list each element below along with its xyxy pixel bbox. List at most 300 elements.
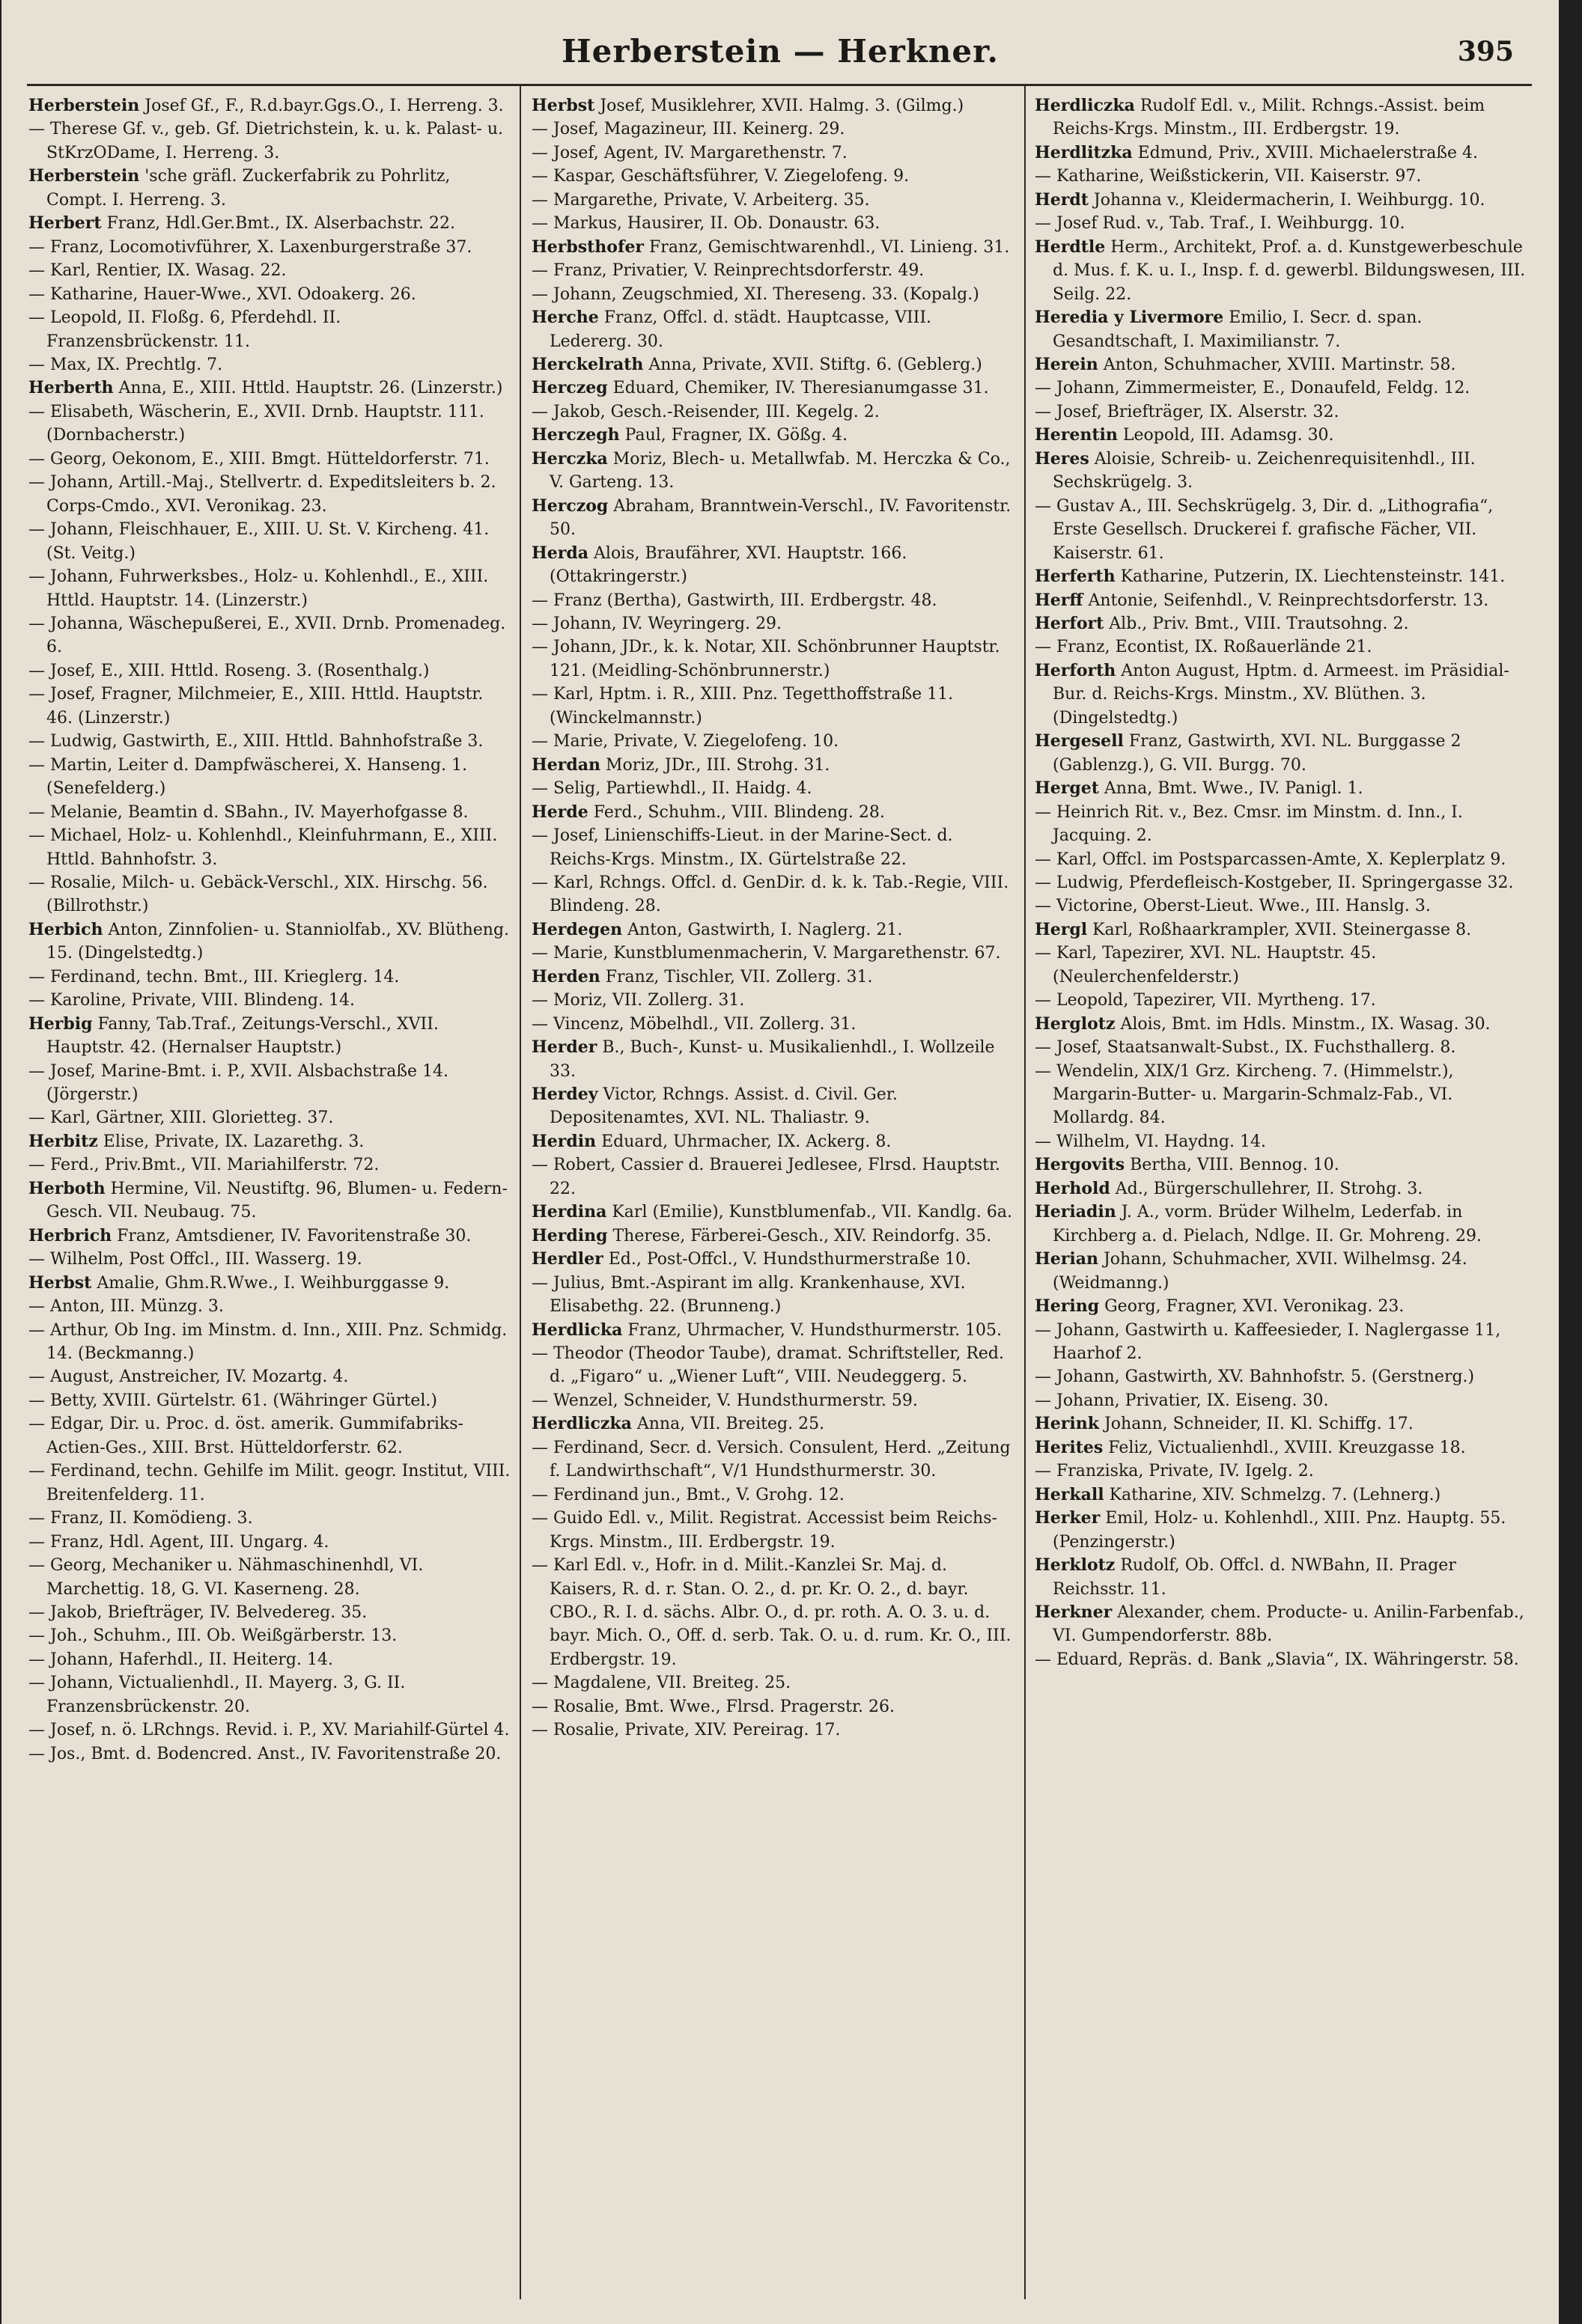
entry-text: Anton August, Hptm. d. Armeest. im Präsidial-Bur. d. Reichs-Krgs. Minstm., XV. Blüthen. 3. (Dingelstedtg.) xyxy=(1053,661,1509,728)
entry-text: — Leopold, II. Floßg. 6, Pferdehdl. II. Franzensbrückenstr. 11. xyxy=(28,308,341,351)
column-1 xyxy=(28,94,511,2306)
directory-entry xyxy=(28,400,511,448)
directory-entry xyxy=(28,918,511,966)
directory-entry xyxy=(1035,1648,1527,1671)
directory-entry xyxy=(532,118,1017,141)
directory-entry xyxy=(1035,165,1527,188)
directory-entry xyxy=(532,259,1017,282)
directory-entry xyxy=(1035,1365,1527,1388)
entry-text: — Karl, Tapezirer, XVI. NL. Hauptstr. 45. (Neulerchenfelderstr.) xyxy=(1035,944,1377,986)
entry-text: Franz, Offcl. d. städt. Hauptcasse, VIII. Ledererg. 30. xyxy=(550,308,932,351)
directory-entry xyxy=(532,212,1017,235)
directory-entry xyxy=(532,236,1017,259)
directory-entry xyxy=(532,1436,1017,1483)
entry-text: Franz, Uhrmacher, V. Hundsthurmerstr. 105. xyxy=(627,1320,1003,1340)
entry-text: — Martin, Leiter d. Dampfwäscherei, X. Hanseng. 1. (Senefelderg.) xyxy=(28,755,468,799)
entry-text: 'sche gräfl. Zuckerfabrik zu Pohrlitz, Compt. I. Herreng. 3. xyxy=(46,167,451,210)
directory-entry xyxy=(532,306,1017,353)
entry-text: — Georg, Oekonom, E., XIII. Bmgt. Hütteldorferstr. 71. xyxy=(28,449,490,469)
directory-entry xyxy=(532,1671,1017,1695)
directory-entry xyxy=(532,165,1017,188)
entry-text: — Ludwig, Pferdefleisch-Kostgeber, II. Springergasse 32. xyxy=(1035,873,1514,892)
directory-entry xyxy=(532,1130,1017,1153)
entry-surname: Herden xyxy=(532,966,600,986)
entry-text: — Moriz, VII. Zollerg. 31. xyxy=(532,991,745,1010)
entry-surname: Herdin xyxy=(532,1131,597,1151)
entry-text: — Johann, Victualienhdl., II. Mayerg. 3, G. II. Franzensbrückenstr. 20. xyxy=(28,1674,406,1716)
directory-entry xyxy=(1035,189,1527,212)
entry-surname: Herdegen xyxy=(532,919,623,939)
directory-entry xyxy=(532,824,1017,871)
entry-surname: Hering xyxy=(1035,1296,1100,1317)
column-2 xyxy=(532,94,1017,2306)
entry-text: Herm., Architekt, Prof. a. d. Kunstgewerbeschule d. Mus. f. K. u. I., Insp. f. d. gewerbl. Bildungswesen, III. Seilg. 22. xyxy=(1053,237,1526,304)
entry-text: — Johanna, Wäschepußerei, E., XVII. Drnb. Promenadeg. 6. xyxy=(28,614,506,657)
entry-text: Ad., Bürgerschullehrer, II. Strohg. 3. xyxy=(1115,1179,1423,1198)
entry-surname: Herfort xyxy=(1035,613,1104,633)
entry-text: — Josef, E., XIII. Httld. Roseng. 3. (Rosenthalg.) xyxy=(28,661,430,680)
entry-surname: Heres xyxy=(1035,448,1089,469)
directory-entry xyxy=(532,448,1017,495)
directory-entry xyxy=(532,1507,1017,1554)
directory-entry xyxy=(28,1648,511,1671)
entry-text: — Wilhelm, VI. Haydng. 14. xyxy=(1035,1132,1266,1151)
entry-surname: Herian xyxy=(1035,1249,1098,1269)
column-divider-left xyxy=(520,84,521,2299)
directory-entry xyxy=(28,94,511,118)
entry-text: — Johann, Gastwirth u. Kaffeesieder, I. Naglergasse 11, Haarhof 2. xyxy=(1035,1320,1501,1364)
entry-surname: Herff xyxy=(1035,590,1083,610)
entry-text: — Franz, Econtist, IX. Roßauerlände 21. xyxy=(1035,638,1372,657)
entry-text: Moriz, JDr., III. Strohg. 31. xyxy=(606,755,830,775)
entry-text: — Theodor (Theodor Taube), dramat. Schriftsteller, Red. d. „Figaro“ u. „Wiener Luft“, VIII. Neudeggerg. 5. xyxy=(532,1344,1004,1387)
entry-text: Abraham, Branntwein-Verschl., IV. Favoritenstr. 50. xyxy=(550,496,1011,540)
entry-text: Franz, Gemischtwarenhdl., VI. Linieng. 31. xyxy=(649,237,1010,257)
entry-surname: Herberstein xyxy=(28,166,140,186)
directory-entry xyxy=(1035,1507,1527,1554)
directory-entry xyxy=(1035,989,1527,1012)
directory-entry xyxy=(532,612,1017,635)
directory-entry xyxy=(532,683,1017,730)
entry-text: Anton, Zinnfolien- u. Stanniolfab., XV. Blütheng. 15. (Dingelstedtg.) xyxy=(46,920,510,963)
directory-entry xyxy=(532,1201,1017,1224)
directory-entry xyxy=(28,683,511,730)
entry-surname: Herhold xyxy=(1035,1178,1110,1198)
entry-text: Amalie, Ghm.R.Wwe., I. Weihburggasse 9. xyxy=(97,1273,450,1293)
directory-entry xyxy=(1035,1483,1527,1507)
entry-text: Therese, Färberei-Gesch., XIV. Reindorfg. 35. xyxy=(612,1226,992,1245)
entry-text: Josef Gf., F., R.d.bayr.Ggs.O., I. Herreng. 3. xyxy=(144,97,504,115)
page-title: Herberstein — Herkner. xyxy=(561,33,1000,70)
entry-text: Katharine, Putzerin, IX. Liechtensteinstr. 141. xyxy=(1120,567,1506,587)
entry-text: — Franz, Hdl. Agent, III. Ungarg. 4. xyxy=(28,1532,329,1552)
directory-entry xyxy=(28,1531,511,1554)
entry-surname: Herdey xyxy=(532,1085,598,1105)
entry-surname: Herda xyxy=(532,543,589,563)
directory-entry xyxy=(28,1412,511,1460)
entry-text: Anna, Private, XVII. Stiftg. 6. (Geblerg.) xyxy=(648,355,982,374)
entry-text: Ferd., Schuhm., VIII. Blindeng. 28. xyxy=(593,802,885,822)
entry-text: Franz, Gastwirth, XVI. NL. Burggasse 2 (Gablenzg.), G. VII. Burgg. 70. xyxy=(1053,732,1461,775)
entry-text: — Karl Edl. v., Hofr. in d. Milit.-Kanzlei Sr. Maj. d. Kaisers, R. d. r. Stan. O. 2., d. pr. Kr. O. 2., d. bayr. CBO., R. I. d. sächs. Albr. O., d. pr. roth. A. O. 3. u. d. bayr. Mich. O., Off. d. serb. Tak. O. u. d. rum. Kr. O., III. Erdbergstr. 19. xyxy=(532,1556,1011,1669)
entry-text: — Leopold, Tapezirer, VII. Myrtheng. 17. xyxy=(1035,991,1376,1010)
directory-entry xyxy=(532,635,1017,683)
entry-text: Emilio, I. Secr. d. span. Gesandtschaft, I. Maximilianstr. 7. xyxy=(1053,308,1423,351)
entry-text: — Franz, Privatier, V. Reinprechtsdorferstr. 49. xyxy=(532,261,925,281)
entry-text: — Jakob, Gesch.-Reisender, III. Kegelg. 2. xyxy=(532,402,880,421)
directory-entry xyxy=(28,471,511,518)
directory-entry xyxy=(1035,1319,1527,1366)
directory-entry xyxy=(28,1507,511,1530)
directory-entry xyxy=(1035,1060,1527,1130)
directory-entry xyxy=(28,1153,511,1177)
entry-text: — Vincenz, Möbelhdl., VII. Zollerg. 31. xyxy=(532,1014,857,1034)
entry-text: — Josef, Linienschiffs-Lieut. in der Marine-Sect. d. Reichs-Krgs. Minstm., IX. Gürtelstraße 22. xyxy=(532,826,953,869)
entry-text: — Selig, Partiewhdl., II. Haidg. 4. xyxy=(532,779,812,799)
directory-entry xyxy=(1035,212,1527,235)
entry-surname: Herkall xyxy=(1035,1484,1104,1504)
directory-entry xyxy=(28,966,511,989)
entry-text: — Gustav A., III. Sechskrügelg. 3, Dir. d. „Lithografia“, Erste Gesellsch. Druckerei f. grafische Fächer, VII. Kaiserstr. 61. xyxy=(1035,496,1494,563)
directory-entry xyxy=(1035,848,1527,871)
entry-text: Moriz, Blech- u. Metallwfab. M. Herczka & Co., V. Garteng. 13. xyxy=(550,449,1011,492)
entry-text: Aloisie, Schreib- u. Zeichenrequisitenhdl., III. Sechskrügelg. 3. xyxy=(1053,449,1476,492)
entry-text: Eduard, Uhrmacher, IX. Ackerg. 8. xyxy=(601,1132,892,1151)
directory-entry xyxy=(532,1248,1017,1271)
directory-entry xyxy=(28,212,511,235)
entry-text: — Josef, Magazineur, III. Keinerg. 29. xyxy=(532,120,845,139)
entry-text: — Franz, II. Komödieng. 3. xyxy=(28,1509,253,1528)
directory-entry xyxy=(28,376,511,400)
directory-entry xyxy=(1035,1130,1527,1153)
entry-surname: Herdliczka xyxy=(1035,96,1135,115)
directory-entry xyxy=(1035,236,1527,306)
entry-text: Franz, Hdl.Ger.Bmt., IX. Alserbachstr. 22. xyxy=(106,214,455,234)
entry-surname: Herder xyxy=(532,1037,597,1058)
entry-surname: Herforth xyxy=(1035,660,1116,680)
entry-text: Anna, E., XIII. Httld. Hauptstr. 26. (Linzerstr.) xyxy=(118,379,503,398)
entry-text: — Julius, Bmt.-Aspirant im allg. Krankenhause, XVI. Elisabethg. 22. (Brunneng.) xyxy=(532,1273,966,1317)
directory-entry xyxy=(532,424,1017,447)
entry-text: Emil, Holz- u. Kohlenhdl., XIII. Pnz. Hauptg. 55. (Penzingerstr.) xyxy=(1053,1509,1506,1552)
entry-text: Johann, Schuhmacher, XVII. Wilhelmsg. 24. (Weidmanng.) xyxy=(1053,1250,1467,1293)
directory-entry xyxy=(1035,353,1527,376)
entry-text: — Wenzel, Schneider, V. Hundsthurmerstr. 59. xyxy=(532,1391,918,1410)
entry-text: — Johann, Privatier, IX. Eiseng. 30. xyxy=(1035,1391,1329,1410)
entry-surname: Herbig xyxy=(28,1013,93,1034)
entry-text: Alb., Priv. Bmt., VIII. Trautsohng. 2. xyxy=(1109,614,1409,633)
entry-surname: Herbrich xyxy=(28,1225,112,1245)
entry-surname: Herklotz xyxy=(1035,1555,1116,1576)
entry-surname: Herker xyxy=(1035,1508,1101,1528)
entry-text: — Arthur, Ob Ing. im Minstm. d. Inn., XIII. Pnz. Schmidg. 14. (Beckmanng.) xyxy=(28,1320,508,1364)
entry-text: — Eduard, Repräs. d. Bank „Slavia“, IX. Währingerstr. 58. xyxy=(1035,1650,1519,1669)
entry-surname: Herczka xyxy=(532,448,608,469)
entry-surname: Herbert xyxy=(28,213,102,234)
entry-text: — Johann, Fleischhauer, E., XIII. U. St. V. Kircheng. 41. (St. Veitg.) xyxy=(28,520,490,563)
entry-surname: Heredia y Livermore xyxy=(1035,308,1224,328)
entry-text: — Ferdinand, techn. Bmt., III. Krieglerg. 14. xyxy=(28,967,400,986)
directory-entry xyxy=(532,871,1017,918)
entry-text: — Karl, Gärtner, XIII. Glorietteg. 37. xyxy=(28,1108,334,1128)
page-header xyxy=(1,33,1559,78)
directory-entry xyxy=(28,565,511,612)
entry-text: Alois, Bmt. im Hdls. Minstm., IX. Wasag. 30. xyxy=(1120,1014,1491,1034)
directory-entry xyxy=(28,448,511,471)
entry-surname: Herdlicka xyxy=(532,1320,623,1340)
entry-text: — Magdalene, VII. Breiteg. 25. xyxy=(532,1674,791,1693)
entry-text: Antonie, Seifenhdl., V. Reinprechtsdorferstr. 13. xyxy=(1088,591,1489,610)
directory-entry xyxy=(28,1106,511,1129)
directory-entry xyxy=(1035,306,1527,353)
directory-entry xyxy=(1035,1013,1527,1036)
page-number: 395 xyxy=(1457,36,1514,67)
directory-entry xyxy=(1035,942,1527,989)
entry-text: — Rosalie, Milch- u. Gebäck-Verschl., XIX. Hirschg. 56. (Billrothstr.) xyxy=(28,873,488,916)
entry-text: B., Buch-, Kunst- u. Musikalienhdl., I. Wollzeile 33. xyxy=(550,1038,995,1081)
entry-text: — Elisabeth, Wäscherin, E., XVII. Drnb. Hauptstr. 111. (Dornbacherstr.) xyxy=(28,402,484,445)
directory-entry xyxy=(532,353,1017,376)
entry-text: — Johann, Fuhrwerksbes., Holz- u. Kohlenhdl., E., XIII. Httld. Hauptstr. 14. (Linzerstr.) xyxy=(28,567,489,610)
entry-text: — Franz (Bertha), Gastwirth, III. Erdbergstr. 48. xyxy=(532,591,937,610)
directory-entry xyxy=(532,1224,1017,1248)
directory-entry xyxy=(1035,1201,1527,1248)
entry-text: Anton, Schuhmacher, XVIII. Martinstr. 58. xyxy=(1103,355,1456,374)
directory-entry xyxy=(532,189,1017,212)
entry-text: Hermine, Vil. Neustiftg. 96, Blumen- u. Federn-Gesch. VII. Neubaug. 75. xyxy=(46,1179,508,1222)
entry-text: — Rosalie, Bmt. Wwe., Flrsd. Pragerstr. 26. xyxy=(532,1697,895,1716)
directory-entry xyxy=(1035,1389,1527,1412)
directory-entry xyxy=(1035,376,1527,400)
entry-surname: Herdliczka xyxy=(532,1414,632,1434)
entry-text: Franz, Tischler, VII. Zollerg. 31. xyxy=(605,967,873,986)
entry-text: Leopold, III. Adamsg. 30. xyxy=(1122,426,1334,445)
entry-text: — Karl, Rentier, IX. Wasag. 22. xyxy=(28,261,287,281)
directory-entry xyxy=(28,306,511,353)
entry-text: — Victorine, Oberst-Lieut. Wwe., III. Hanslg. 3. xyxy=(1035,897,1431,916)
entry-text: Paul, Fragner, IX. Gößg. 4. xyxy=(624,426,848,445)
entry-text: — Ferdinand, techn. Gehilfe im Milit. geogr. Institut, VIII. Breitenfelderg. 11. xyxy=(28,1462,511,1504)
directory-entry xyxy=(532,1412,1017,1436)
entry-text: Rudolf Edl. v., Milit. Rchngs.-Assist. beim Reichs-Krgs. Minstm., III. Erdbergstr. 19. xyxy=(1053,97,1485,139)
entry-surname: Herdlitzka xyxy=(1035,142,1133,162)
entry-text: J. A., vorm. Brüder Wilhelm, Lederfab. in Kirchberg a. d. Pielach, Ndlge. II. Gr. Mohreng. 29. xyxy=(1053,1203,1482,1245)
entry-text: — Therese Gf. v., geb. Gf. Dietrichstein, k. u. k. Palast- u. StKrzODame, I. Herreng. 3. xyxy=(28,120,504,162)
directory-entry xyxy=(28,1601,511,1624)
entry-surname: Herde xyxy=(532,802,588,822)
directory-entry xyxy=(28,1060,511,1107)
entry-text: — Josef, Fragner, Milchmeier, E., XIII. Httld. Hauptstr. 46. (Linzerstr.) xyxy=(28,685,484,728)
entry-surname: Herczegh xyxy=(532,425,620,445)
directory-entry xyxy=(532,942,1017,965)
entry-text: — August, Anstreicher, IV. Mozartg. 4. xyxy=(28,1367,349,1387)
directory-entry xyxy=(1035,659,1527,730)
directory-entry xyxy=(1035,1248,1527,1295)
directory-entry xyxy=(532,1695,1017,1718)
directory-entry xyxy=(28,659,511,683)
directory-entry xyxy=(1035,894,1527,918)
entry-surname: Herdina xyxy=(532,1202,607,1222)
entry-text: — Rosalie, Private, XIV. Pereirag. 17. xyxy=(532,1721,841,1740)
entry-surname: Herbst xyxy=(532,96,595,115)
entry-text: — Wendelin, XIX/1 Grz. Kircheng. 7. (Himmelstr.), Margarin-Butter- u. Margarin-Schmalz-Fab., VI. Mollardg. 84. xyxy=(1035,1061,1454,1128)
directory-entry xyxy=(28,1130,511,1153)
directory-page xyxy=(1,0,1559,2324)
directory-entry xyxy=(28,1718,511,1742)
directory-entry xyxy=(28,165,511,212)
directory-entry xyxy=(1035,400,1527,424)
entry-text: — Johann, Zeugschmied, XI. Thereseng. 33. (Kopalg.) xyxy=(532,284,979,304)
column-3 xyxy=(1035,94,1527,2306)
directory-entry xyxy=(28,754,511,801)
entry-text: Anton, Gastwirth, I. Naglerg. 21. xyxy=(627,920,903,939)
entry-text: — Karoline, Private, VIII. Blindeng. 14. xyxy=(28,991,355,1010)
entry-text: — Johann, Haferhdl., II. Heiterg. 14. xyxy=(28,1650,333,1669)
directory-entry xyxy=(532,1319,1017,1342)
directory-entry xyxy=(1035,141,1527,165)
entry-surname: Herentin xyxy=(1035,425,1118,445)
directory-entry xyxy=(1035,612,1527,635)
entry-text: — Katharine, Hauer-Wwe., XVI. Odoakerg. 26. xyxy=(28,284,416,304)
entry-text: Anna, Bmt. Wwe., IV. Panigl. 1. xyxy=(1104,779,1363,799)
entry-text: — Margarethe, Private, V. Arbeiterg. 35. xyxy=(532,190,870,210)
entry-text: — Franziska, Private, IV. Igelg. 2. xyxy=(1035,1462,1314,1481)
entry-text: Victor, Rchngs. Assist. d. Civil. Ger. Depositenamtes, XVI. NL. Thaliastr. 9. xyxy=(550,1085,898,1128)
entry-text: — Marie, Kunstblumenmacherin, V. Margarethenstr. 67. xyxy=(532,944,1001,963)
directory-entry xyxy=(28,730,511,753)
directory-entry xyxy=(28,1319,511,1366)
entry-text: — Ludwig, Gastwirth, E., XIII. Httld. Bahnhofstraße 3. xyxy=(28,732,484,751)
entry-text: Ed., Post-Offcl., V. Hundsthurmerstraße 10. xyxy=(608,1250,972,1269)
entry-text: — Joh., Schuhm., III. Ob. Weißgärberstr. 13. xyxy=(28,1626,398,1646)
entry-text: — Edgar, Dir. u. Proc. d. öst. amerik. Gummifabriks-Actien-Ges., XIII. Brst. Hütteldorferstr. 62. xyxy=(28,1415,463,1457)
entry-surname: Herbich xyxy=(28,919,103,939)
entry-surname: Hergesell xyxy=(1035,731,1124,751)
entry-surname: Herdt xyxy=(1035,189,1089,210)
entry-surname: Herbst xyxy=(28,1272,92,1293)
entry-surname: Heriadin xyxy=(1035,1202,1116,1222)
directory-entry xyxy=(532,495,1017,542)
directory-entry xyxy=(532,1083,1017,1130)
directory-entry xyxy=(28,1295,511,1318)
entry-surname: Hergl xyxy=(1035,919,1088,939)
directory-entry xyxy=(532,1554,1017,1671)
directory-entry xyxy=(1035,777,1527,800)
directory-entry xyxy=(28,1224,511,1248)
entry-text: — Jos., Bmt. d. Bodencred. Anst., IV. Favoritenstraße 20. xyxy=(28,1744,502,1763)
directory-entry xyxy=(1035,635,1527,659)
directory-entry xyxy=(532,754,1017,777)
directory-entry xyxy=(532,1036,1017,1083)
entry-text: Katharine, XIV. Schmelzg. 7. (Lehnerg.) xyxy=(1109,1485,1441,1504)
entry-text: Edmund, Priv., XVIII. Michaelerstraße 4. xyxy=(1137,143,1479,162)
entry-text: Franz, Amtsdiener, IV. Favoritenstraße 30. xyxy=(117,1226,472,1245)
entry-surname: Herczog xyxy=(532,495,609,516)
entry-text: Feliz, Victualienhdl., XVIII. Kreuzgasse 18. xyxy=(1108,1438,1466,1457)
directory-entry xyxy=(1035,589,1527,612)
entry-text: — Robert, Cassier d. Brauerei Jedlesee, Flrsd. Hauptstr. 22. xyxy=(532,1156,1001,1198)
directory-entry xyxy=(532,801,1017,824)
directory-entry xyxy=(532,1342,1017,1389)
entry-text: — Betty, XVIII. Gürtelstr. 61. (Währinger Gürtel.) xyxy=(28,1391,437,1410)
header-rule xyxy=(27,84,1532,86)
directory-entry xyxy=(28,989,511,1012)
entry-text: Karl, Roßhaarkrampler, XVII. Steinergasse 8. xyxy=(1092,920,1472,939)
directory-entry xyxy=(532,730,1017,753)
directory-entry xyxy=(532,400,1017,424)
entry-surname: Herkner xyxy=(1035,1602,1113,1622)
entry-text: — Josef Rud. v., Tab. Traf., I. Weihburgg. 10. xyxy=(1035,214,1405,234)
entry-text: Johanna v., Kleidermacherin, I. Weihburgg. 10. xyxy=(1093,190,1485,210)
directory-entry xyxy=(1035,448,1527,495)
entry-text: Elise, Private, IX. Lazarethg. 3. xyxy=(103,1132,365,1151)
directory-entry xyxy=(1035,94,1527,141)
directory-entry xyxy=(28,1177,511,1224)
entry-surname: Herdtle xyxy=(1035,237,1106,257)
directory-entry xyxy=(28,1742,511,1766)
directory-entry xyxy=(532,1153,1017,1201)
directory-entry xyxy=(28,1460,511,1507)
directory-entry xyxy=(1035,801,1527,848)
entry-surname: Hergovits xyxy=(1035,1155,1125,1175)
directory-entry xyxy=(28,1671,511,1718)
entry-surname: Herdler xyxy=(532,1249,603,1269)
entry-surname: Herberstein xyxy=(28,96,140,115)
entry-surname: Herche xyxy=(532,308,599,328)
directory-entry xyxy=(1035,1295,1527,1318)
directory-entry xyxy=(532,966,1017,989)
directory-entry xyxy=(532,918,1017,942)
directory-entry xyxy=(28,353,511,376)
directory-entry xyxy=(28,1248,511,1271)
entry-text: — Karl, Rchngs. Offcl. d. GenDir. d. k. k. Tab.-Regie, VIII. Blindeng. 28. xyxy=(532,873,1009,916)
directory-entry xyxy=(28,259,511,282)
directory-entry xyxy=(28,824,511,871)
entry-text: — Johann, IV. Weyringerg. 29. xyxy=(532,614,782,633)
entry-text: — Ferd., Priv.Bmt., VII. Mariahilferstr. 72. xyxy=(28,1156,380,1175)
directory-entry xyxy=(28,236,511,259)
entry-text: Rudolf, Ob. Offcl. d. NWBahn, II. Prager Reichsstr. 11. xyxy=(1053,1556,1456,1599)
directory-entry xyxy=(532,283,1017,306)
column-divider-right xyxy=(1024,84,1026,2299)
directory-entry xyxy=(1035,871,1527,894)
entry-surname: Herckelrath xyxy=(532,354,644,374)
entry-surname: Herget xyxy=(1035,778,1099,799)
entry-text: — Jakob, Briefträger, IV. Belvedereg. 35. xyxy=(28,1603,368,1622)
directory-entry xyxy=(532,141,1017,165)
entry-surname: Herferth xyxy=(1035,567,1116,587)
directory-entry xyxy=(532,589,1017,612)
entry-text: — Guido Edl. v., Milit. Registrat. Accessist beim Reichs-Krgs. Minstm., III. Erdbergstr. 19. xyxy=(532,1509,997,1552)
directory-entry xyxy=(28,1554,511,1601)
directory-entry xyxy=(1035,1153,1527,1177)
entry-text: — Anton, III. Münzg. 3. xyxy=(28,1297,224,1317)
entry-text: — Johann, JDr., k. k. Notar, XII. Schönbrunner Hauptstr. 121. (Meidling-Schönbrunnerstr.) xyxy=(532,638,1000,680)
entry-text: — Markus, Hausirer, II. Ob. Donaustr. 63. xyxy=(532,214,880,234)
entry-text: — Johann, Zimmermeister, E., Donaufeld, Feldg. 12. xyxy=(1035,379,1470,398)
entry-text: — Josef, Agent, IV. Margarethenstr. 7. xyxy=(532,143,848,162)
entry-text: — Max, IX. Prechtlg. 7. xyxy=(28,355,223,374)
entry-text: — Katharine, Weißstickerin, VII. Kaiserstr. 97. xyxy=(1035,167,1422,186)
directory-entry xyxy=(532,1272,1017,1319)
directory-entry xyxy=(28,1365,511,1388)
directory-entry xyxy=(1035,918,1527,942)
directory-entry xyxy=(532,1013,1017,1036)
directory-entry xyxy=(28,1624,511,1647)
directory-entry xyxy=(28,871,511,918)
entry-text: — Josef, Staatsanwalt-Subst., IX. Fuchsthallerg. 8. xyxy=(1035,1038,1456,1058)
directory-entry xyxy=(28,118,511,165)
